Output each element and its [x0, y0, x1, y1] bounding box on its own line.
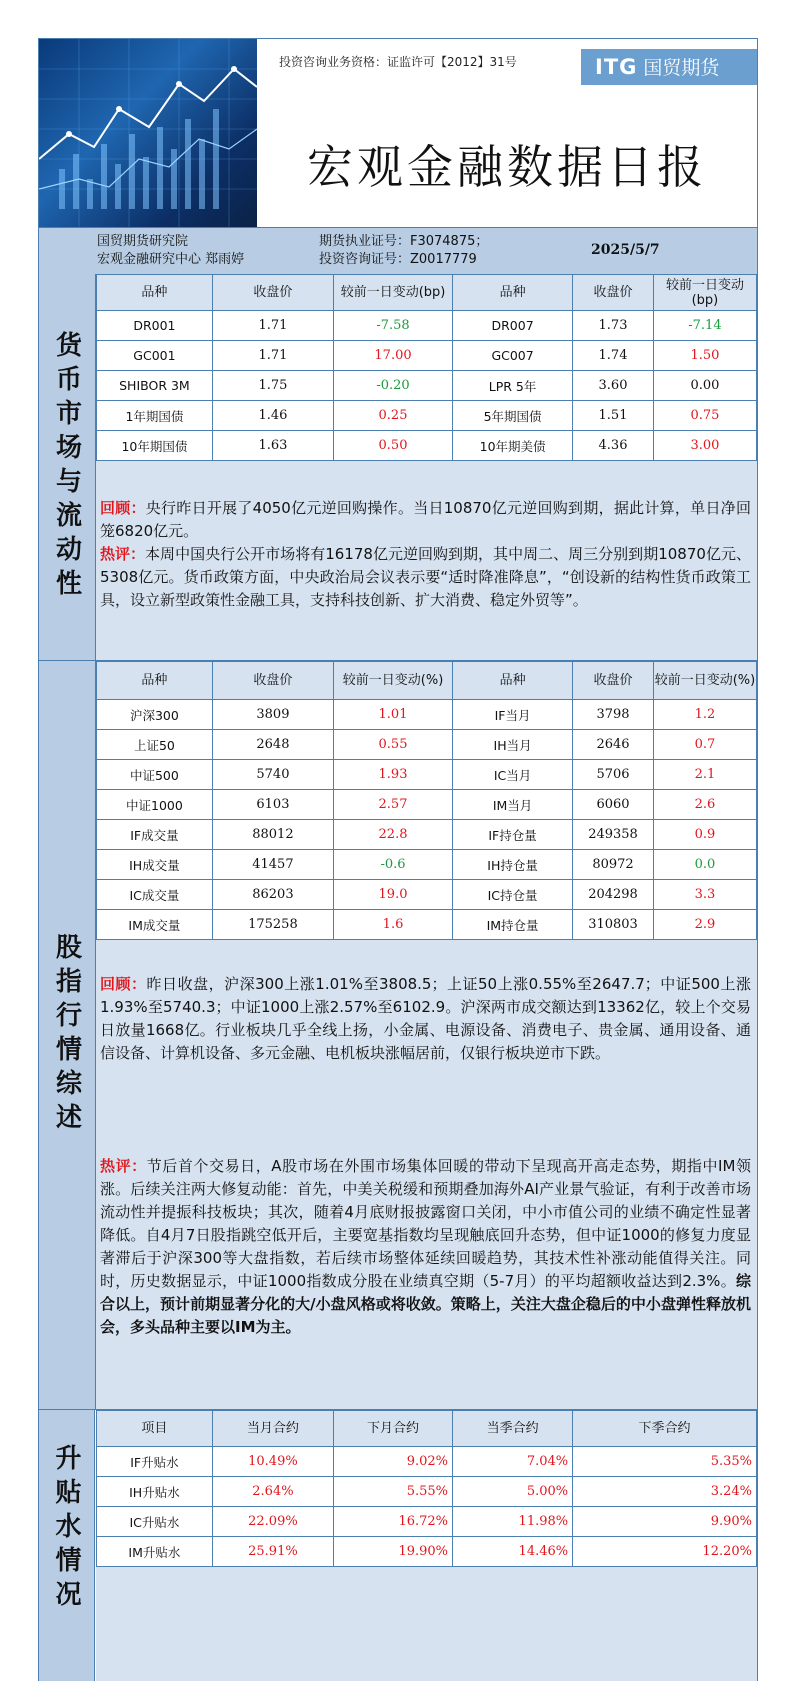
- instrument-name: 10年期国债: [97, 431, 213, 461]
- change-value: 0.50: [334, 431, 453, 461]
- equity-index-section: [39, 661, 757, 1410]
- report-header: [39, 39, 757, 227]
- section-body: [96, 274, 757, 660]
- instrument-name: IF成交量: [97, 820, 213, 850]
- close-price: 5706: [573, 760, 654, 790]
- section-label: [39, 661, 96, 1409]
- close-price: 3.60: [573, 371, 654, 401]
- section-body: [96, 1410, 757, 1681]
- close-price: 1.75: [212, 371, 333, 401]
- close-price: 1.46: [212, 401, 333, 431]
- instrument-name: IC持仓量: [453, 880, 573, 910]
- instrument-name: DR001: [97, 311, 213, 341]
- comment-text: 节后首个交易日，A股市场在外围市场集体回暖的带动下呈现高开高走态势，期指中IM领涨。后续关注两大修复动能：首先，中美关税缓和预期叠加海外AI产业景气验证，有利于改善市场流动性并提振科技板块；其次，随着4月底财报披露窗口关闭，中小市值公司的业绩不确定性显著降低。自4月7日股指跳空低开后，主要宽基指数均呈现触底回升态势，但中证1000的修复力度显著滞后于沪深300等大盘指数，若后续市场整体延续回暖趋势，其技术性补涨动能值得关注。同时，历史数据显示，中证1000指数成分股在业绩真空期（5-7月）的平均超额收益达到2.3%。: [100, 1157, 751, 1290]
- table-row: [97, 700, 757, 730]
- col-header: 较前一日变动(bp): [653, 275, 756, 311]
- comment-text: 本周中国央行公开市场将有16178亿元逆回购到期，其中周二、周三分别到期10870亿元、5308亿元。货币政策方面，中央政治局会议表示要“适时降准降息”，“创设新的结构性货币政策工具，设立新型政策性金融工具，支持科技创新、扩大消费、稳定外贸等”。: [100, 545, 751, 609]
- change-value: 0.55: [334, 730, 453, 760]
- equity-index-table: [96, 661, 757, 940]
- basis-section: [39, 1410, 757, 1681]
- author-info-bar: [39, 227, 757, 275]
- money-commentary: [100, 497, 751, 612]
- next-quarter-basis: 9.90%: [573, 1507, 757, 1537]
- change-value: -0.6: [334, 850, 453, 880]
- author-name: 宏观金融研究中心 郑雨婷: [97, 252, 245, 267]
- table-row: [97, 760, 757, 790]
- review-paragraph: [100, 497, 751, 543]
- current-month-basis: 25.91%: [212, 1537, 333, 1567]
- review-tag: 回顾：: [100, 499, 146, 517]
- instrument-name: LPR 5年: [453, 371, 573, 401]
- change-value: -7.14: [653, 311, 756, 341]
- section-label-text: 货币市场与流动性: [51, 331, 82, 603]
- basis-item: IF升贴水: [97, 1447, 213, 1477]
- change-value: -0.20: [334, 371, 453, 401]
- close-price: 6060: [573, 790, 654, 820]
- close-price: 175258: [212, 910, 333, 940]
- col-header: 收盘价: [212, 275, 333, 311]
- table-row: [97, 850, 757, 880]
- section-label-text: 升贴水情况: [51, 1444, 81, 1614]
- col-header: 当季合约: [453, 1411, 573, 1447]
- instrument-name: IH成交量: [97, 850, 213, 880]
- money-market-table: [96, 274, 757, 461]
- basis-table: [96, 1410, 757, 1567]
- table-row: [97, 1477, 757, 1507]
- instrument-name: IC当月: [453, 760, 573, 790]
- equity-comment: [100, 1155, 751, 1339]
- table-row: [97, 910, 757, 940]
- change-value: 0.00: [653, 371, 756, 401]
- col-header: 收盘价: [573, 275, 654, 311]
- change-value: 17.00: [334, 341, 453, 371]
- current-quarter-basis: 5.00%: [453, 1477, 573, 1507]
- change-value: 22.8: [334, 820, 453, 850]
- change-value: 2.6: [653, 790, 756, 820]
- close-price: 41457: [212, 850, 333, 880]
- col-header: 较前一日变动(bp): [334, 275, 453, 311]
- instrument-name: IH当月: [453, 730, 573, 760]
- next-month-basis: 19.90%: [334, 1537, 453, 1567]
- instrument-name: 沪深300: [97, 700, 213, 730]
- basis-item: IM升贴水: [97, 1537, 213, 1567]
- col-header: 品种: [453, 275, 573, 311]
- close-price: 249358: [573, 820, 654, 850]
- cert-block: [319, 233, 488, 269]
- col-header: 收盘价: [573, 662, 654, 700]
- close-price: 1.73: [573, 311, 654, 341]
- change-value: 0.9: [653, 820, 756, 850]
- col-header: 下季合约: [573, 1411, 757, 1447]
- next-quarter-basis: 12.20%: [573, 1537, 757, 1567]
- table-row: [97, 341, 757, 371]
- table-row: [97, 790, 757, 820]
- close-price: 310803: [573, 910, 654, 940]
- close-price: 204298: [573, 880, 654, 910]
- equity-review: [100, 973, 751, 1065]
- instrument-name: GC001: [97, 341, 213, 371]
- basis-item: IH升贴水: [97, 1477, 213, 1507]
- table-row: [97, 311, 757, 341]
- table-header-row: [97, 275, 757, 311]
- license-text: 投资咨询业务资格：证监许可【2012】31号: [279, 55, 517, 69]
- close-price: 2648: [212, 730, 333, 760]
- futures-cert: 期货执业证号：F3074875；: [319, 234, 489, 249]
- section-label: [39, 1410, 95, 1681]
- instrument-name: SHIBOR 3M: [97, 371, 213, 401]
- table-header-row: [97, 1411, 757, 1447]
- logo-cn: 国贸期货: [643, 57, 720, 79]
- close-price: 2646: [573, 730, 654, 760]
- instrument-name: 10年期美债: [453, 431, 573, 461]
- col-header: 品种: [97, 662, 213, 700]
- change-value: 0.0: [653, 850, 756, 880]
- review-text: 昨日收盘，沪深300上涨1.01%至3808.5；上证50上涨0.55%至2647.7；中证500上涨1.93%至5740.3；中证1000上涨2.57%至6102.9。沪深两市成交额达到13362亿，较上个交易日放量1668亿。行业板块几乎全线上扬，小金属、电源设备、消费电子、贵金属、通用设备、通信设备、计算机设备、多元金融、电机板块涨幅居前，仅银行板块逆市下跌。: [100, 975, 751, 1062]
- col-header: 较前一日变动(%): [334, 662, 453, 700]
- col-header: 当月合约: [212, 1411, 333, 1447]
- col-header: 下月合约: [334, 1411, 453, 1447]
- instrument-name: 中证500: [97, 760, 213, 790]
- close-price: 1.71: [212, 341, 333, 371]
- current-month-basis: 22.09%: [212, 1507, 333, 1537]
- conclusion-text: 综合以上，预计前期显著分化的大/小盘风格或将收敛。策略上，关注大盘企稳后的中小盘弹性释放机会，多头品种主要以IM为主。: [100, 1272, 751, 1336]
- section-body: [96, 661, 757, 1409]
- table-row: [97, 820, 757, 850]
- table-row: [97, 880, 757, 910]
- close-price: 1.63: [212, 431, 333, 461]
- close-price: 1.71: [212, 311, 333, 341]
- table-row: [97, 1447, 757, 1477]
- itg-logo: [581, 49, 757, 85]
- instrument-name: IF当月: [453, 700, 573, 730]
- col-header: 品种: [97, 275, 213, 311]
- instrument-name: IM成交量: [97, 910, 213, 940]
- col-header: 较前一日变动(%): [653, 662, 756, 700]
- table-row: [97, 730, 757, 760]
- header-chart-image: [39, 39, 257, 227]
- instrument-name: IM当月: [453, 790, 573, 820]
- money-market-section: [39, 274, 757, 661]
- change-value: 3.00: [653, 431, 756, 461]
- current-quarter-basis: 14.46%: [453, 1537, 573, 1567]
- instrument-name: 上证50: [97, 730, 213, 760]
- table-row: [97, 431, 757, 461]
- org-name: 国贸期货研究院: [97, 234, 189, 249]
- close-price: 6103: [212, 790, 333, 820]
- comment-tag: 热评：: [100, 1157, 147, 1175]
- instrument-name: DR007: [453, 311, 573, 341]
- change-value: 0.75: [653, 401, 756, 431]
- next-quarter-basis: 3.24%: [573, 1477, 757, 1507]
- report-page: [38, 38, 758, 1681]
- col-header: 收盘价: [212, 662, 333, 700]
- next-month-basis: 5.55%: [334, 1477, 453, 1507]
- instrument-name: IH持仓量: [453, 850, 573, 880]
- change-value: 0.25: [334, 401, 453, 431]
- current-month-basis: 2.64%: [212, 1477, 333, 1507]
- instrument-name: IC成交量: [97, 880, 213, 910]
- review-tag: 回顾：: [100, 975, 147, 993]
- close-price: 80972: [573, 850, 654, 880]
- change-value: 0.7: [653, 730, 756, 760]
- change-value: -7.58: [334, 311, 453, 341]
- close-price: 3798: [573, 700, 654, 730]
- close-price: 3809: [212, 700, 333, 730]
- close-price: 5740: [212, 760, 333, 790]
- comment-tag: 热评：: [100, 545, 146, 563]
- basis-item: IC升贴水: [97, 1507, 213, 1537]
- chart-graphic-icon: [39, 39, 257, 227]
- instrument-name: 1年期国债: [97, 401, 213, 431]
- current-quarter-basis: 11.98%: [453, 1507, 573, 1537]
- table-header-row: [97, 662, 757, 700]
- review-text: 央行昨日开展了4050亿元逆回购操作。当日10870亿元逆回购到期，据此计算，单日净回笼6820亿元。: [100, 499, 751, 540]
- change-value: 2.57: [334, 790, 453, 820]
- section-label: [39, 274, 96, 660]
- advisory-cert: 投资咨询证号：Z0017779: [319, 252, 477, 267]
- instrument-name: IM持仓量: [453, 910, 573, 940]
- change-value: 1.93: [334, 760, 453, 790]
- close-price: 4.36: [573, 431, 654, 461]
- change-value: 19.0: [334, 880, 453, 910]
- table-row: [97, 401, 757, 431]
- next-quarter-basis: 5.35%: [573, 1447, 757, 1477]
- instrument-name: GC007: [453, 341, 573, 371]
- next-month-basis: 9.02%: [334, 1447, 453, 1477]
- close-price: 86203: [212, 880, 333, 910]
- col-header: 品种: [453, 662, 573, 700]
- org-block: [97, 233, 244, 269]
- instrument-name: 中证1000: [97, 790, 213, 820]
- table-row: [97, 371, 757, 401]
- close-price: 88012: [212, 820, 333, 850]
- close-price: 1.74: [573, 341, 654, 371]
- report-date: 2025/5/7: [591, 242, 660, 258]
- current-quarter-basis: 7.04%: [453, 1447, 573, 1477]
- next-month-basis: 16.72%: [334, 1507, 453, 1537]
- change-value: 1.2: [653, 700, 756, 730]
- close-price: 1.51: [573, 401, 654, 431]
- table-row: [97, 1507, 757, 1537]
- col-header: 项目: [97, 1411, 213, 1447]
- current-month-basis: 10.49%: [212, 1447, 333, 1477]
- change-value: 1.50: [653, 341, 756, 371]
- report-title: 宏观金融数据日报: [307, 140, 707, 194]
- logo-en: ITG: [595, 55, 638, 79]
- section-label-text: 股指行情综述: [51, 933, 82, 1137]
- change-value: 2.1: [653, 760, 756, 790]
- instrument-name: 5年期国债: [453, 401, 573, 431]
- comment-paragraph: [100, 543, 751, 612]
- change-value: 1.01: [334, 700, 453, 730]
- instrument-name: IF持仓量: [453, 820, 573, 850]
- change-value: 1.6: [334, 910, 453, 940]
- change-value: 3.3: [653, 880, 756, 910]
- table-row: [97, 1537, 757, 1567]
- change-value: 2.9: [653, 910, 756, 940]
